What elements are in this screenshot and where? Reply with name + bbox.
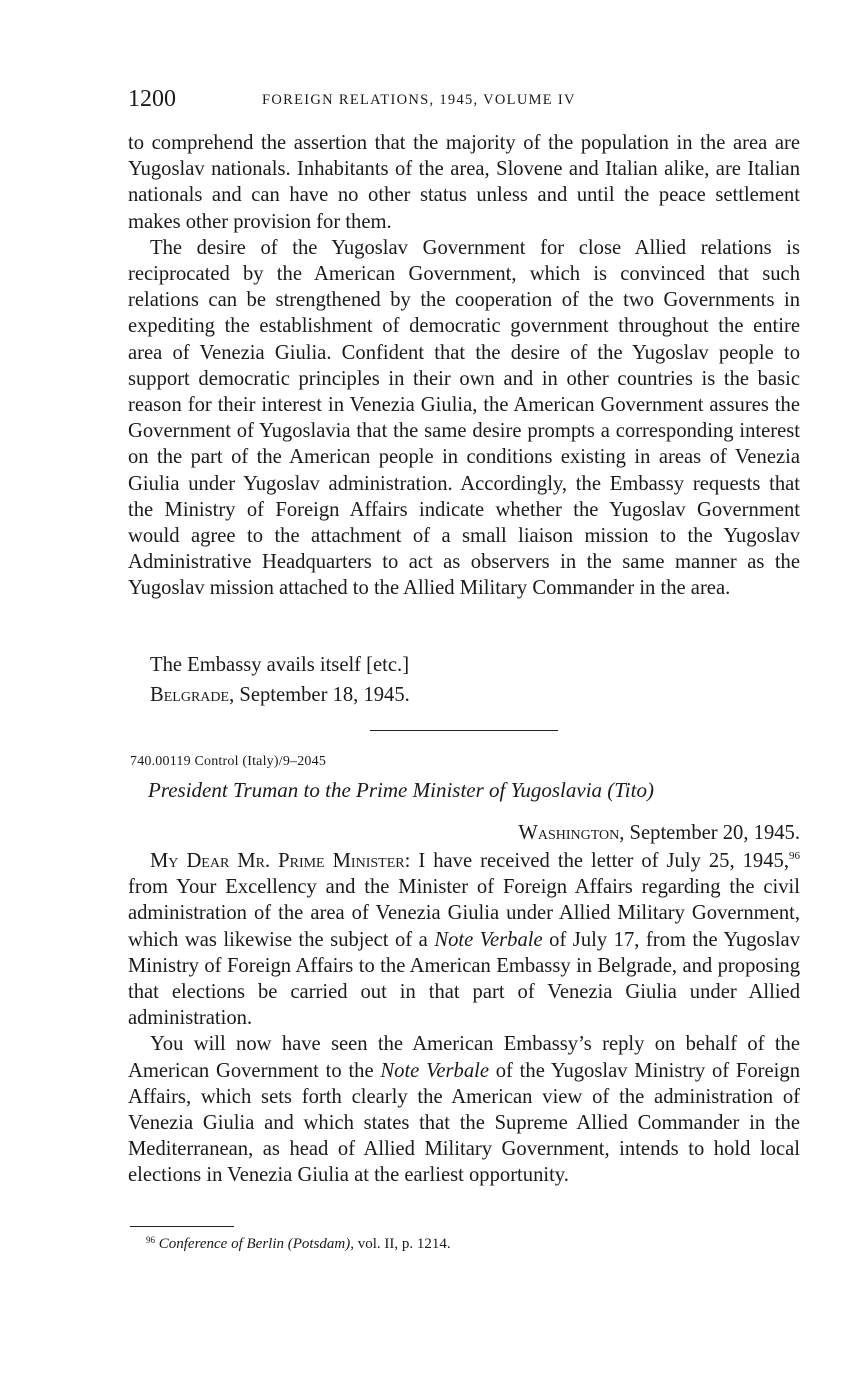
text-run: of July 17, from the Yugoslav Ministry of Foreign Affairs to the American Embassy in Belgrade, and proposing that elections be carried out in that part of Venezia Giulia under Allied administration. bbox=[128, 928, 800, 1030]
letter-body bbox=[128, 848, 800, 1189]
heading-paren: (Tito) bbox=[607, 778, 654, 802]
place-date-line bbox=[150, 682, 410, 708]
paragraph bbox=[128, 1031, 800, 1188]
running-head-title: FOREIGN RELATIONS, 1945, VOLUME IV bbox=[262, 92, 576, 108]
salutation: My Dear Mr. Prime Minister bbox=[150, 850, 405, 872]
text-run: from Your Excellency and the Minister of Foreign Affairs regarding the civil administration of the area of Venezia Giulia under Allied Military Government, which was likewise the subject of a bbox=[128, 876, 800, 951]
footnote-rule bbox=[130, 1226, 234, 1227]
running-head bbox=[128, 85, 800, 115]
text-run: of the Yugoslav Ministry of Foreign Affairs, which sets forth clearly the American view of the administration of Venezia Giulia and which states that the Supreme Allied Commander in the Mediterranean, as head of Allied Military Government, intends to hold local elections in Venezia Giulia at the earliest opportunity. bbox=[128, 1059, 800, 1187]
dateline bbox=[518, 820, 800, 846]
document-heading bbox=[148, 776, 654, 804]
heading-main: President Truman to the Prime Minister of Yugoslavia bbox=[148, 778, 603, 802]
footnote-citation: , vol. II, p. 1214. bbox=[350, 1236, 451, 1252]
section-divider bbox=[370, 730, 558, 731]
italic-term: Note Verbale bbox=[380, 1059, 489, 1082]
paragraph: to comprehend the assertion that the majority of the population in the area are Yugoslav nationals. Inhabitants of the area, Slovene and Italian alike, are Italian nationals and can have no other status unless and until the peace settlement makes other provision for them. bbox=[128, 132, 800, 233]
italic-term: Note Verbale bbox=[434, 928, 543, 951]
text-run: : I have received the letter of July 25, 1945, bbox=[404, 850, 789, 872]
date-text: , September 18, 1945. bbox=[229, 684, 410, 706]
footnote bbox=[146, 1234, 451, 1254]
dateline-date: , September 20, 1945. bbox=[619, 822, 800, 844]
letter-continuation bbox=[128, 130, 800, 602]
footnote-marker: 96 bbox=[146, 1235, 155, 1245]
paragraph: The desire of the Yugoslav Government for close Allied relations is reciprocated by the American Government, which is convinced that such relations can be strengthened by the cooperation of the two Governments in expediting the establishment of democratic government throughout the entire area of Venezia Giulia. Confident that the desire of the Yugoslav people to support democratic principles in their own and in other countries is the basic reason for their interest in Venezia Giulia, the American Government assures the Government of Yugoslavia that the same desire prompts a corresponding interest on the part of the American people in conditions existing in areas of Venezia Giulia under Yugoslav administration. Accordingly, the Embassy requests that the Ministry of Foreign Affairs indicate whether the Yugoslav Government would agree to the attachment of a small liaison mission to the Yugoslav Administrative Headquarters to act as observers in the same manner as the Yugoslav mission attached to the Allied Military Commander in the area. bbox=[128, 236, 800, 600]
page-number: 1200 bbox=[128, 86, 176, 112]
paragraph bbox=[128, 848, 800, 1031]
complimentary-close: The Embassy avails itself [etc.] bbox=[150, 654, 410, 676]
place-name: Belgrade bbox=[150, 684, 230, 706]
footnote-title: Conference of Berlin (Potsdam) bbox=[158, 1236, 351, 1252]
footnote-reference: 96 bbox=[788, 850, 800, 862]
text-run: You will now have seen the American Embassy’s reply on behalf of the American Government to the bbox=[128, 1033, 800, 1082]
file-number: 740.00119 Control (Italy)/9–2045 bbox=[130, 754, 327, 769]
dateline-place: Washington bbox=[518, 822, 620, 844]
